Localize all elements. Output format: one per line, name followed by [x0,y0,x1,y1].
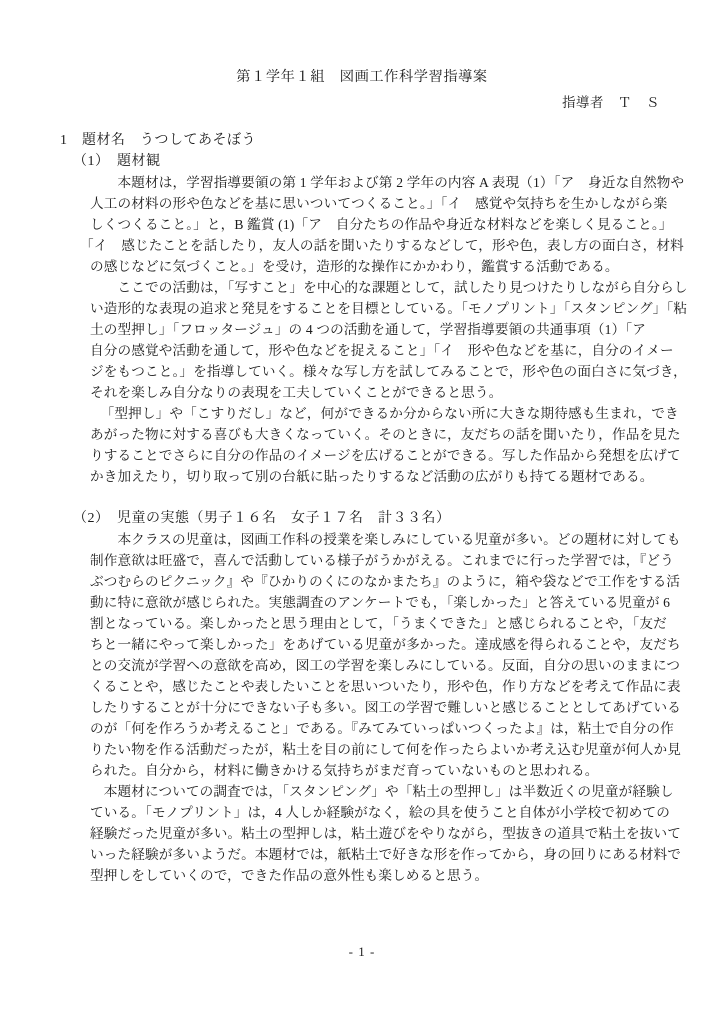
text-line: の感じなどに気づくこと。」を受け，造形的な操作にかかわり，鑑賞する活動である。 [90,259,619,274]
text-line: 土の型押し」「フロッタージュ」の 4 つの活動を通して，学習指導要領の共通事項（1）「ア [90,322,647,337]
text-line: 型押しをしていくので，できた作品の意外性も楽しめると思う。 [90,868,489,883]
text-line: ジをもつこと。」を指導していく。様々な写し方を試してみることで，形や色の面白さに気づき， [90,364,687,379]
text-line: ている。「モノプリント」は，4 人しか経験がなく，絵の具を使うこと自体が小学校で初めての [90,805,670,820]
text-line: かき加えたり，切り取って別の台紙に貼ったりするなど活動の広がりも持てる題材である。 [90,469,654,484]
text-line: 本題材についての調査では，「スタンピング」や「粘土の型押し」は半数近くの児童が経験し [90,784,674,799]
text-line: 動に特に意欲が感じられた。実態調査のアンケートでも，「楽しかった」と答えている児童が 6 [90,595,671,610]
text-line: との交流が学習への意欲を高め，図工の学習を楽しみにしている。反面，自分の思いのままにつ [90,658,681,673]
paragraph-2-1 [0,529,724,781]
text-line: それを楽しみ自分なりの表現を工夫していくことができると思う。 [90,385,503,400]
document-body [0,130,724,886]
text-line: 経験だった児童が多い。粘土の型押しは，粘土遊びをやりながら，型抜きの道具で粘土を抜いて [90,826,681,841]
text-line: 「イ 感じたことを話したり，友人の話を聞いたりするなどして，形や色，表し方の面白さ，材料 [80,238,684,253]
subsection-heading-1-1: （1） 題材観 [73,154,161,169]
text-line: 本クラスの児童は，図画工作科の授業を楽しみにしている児童が多い。どの題材に対しても [90,532,681,547]
text-line: くることや，感じたことや表したいことを思いついたり，形や色，作り方などを考えて作品に表 [90,679,681,694]
text-line: 割となっている。楽しかったと思う理由として，「うまくできた」と感じられることや，「友だ [90,616,667,631]
text-line: あがった物に対する喜びも大きくなっていく。そのときに，友だちの話を聞いたり，作品を見た [90,427,681,442]
text-line: ちと一緒にやって楽しかった」をあげている児童が多かった。達成感を得られることや，友だち [90,637,681,652]
text-line: 「型押し」や「こすりだし」など，何ができるか分からない所に大きな期待感も生まれ，でき [80,406,679,421]
section-spacer [0,487,724,508]
paragraph-1-2 [0,277,724,403]
paragraph-2-2 [0,781,724,886]
section-heading-1: 1 題材名 うつしてあそぼう [60,133,256,148]
text-line: しくつくること。」と，B 鑑賞 (1)「ア 自分たちの作品や身近な材料などを楽しく見ること。」 [90,217,673,232]
text-line: ここでの活動は，「写すこと」を中心的な課題として，試したり見つけたりしながら自分らし [90,280,688,295]
text-line: のが「何を作ろうか考えること」である。『みてみていっぱいつくったよ』は，粘土で自分の作 [90,721,674,736]
text-line: い造形的な表現の追求と発見をすることを目標としている。「モノプリント」「スタンピング」「粘 [90,301,688,316]
text-line: りたい物を作る活動だったが，粘土を目の前にして何を作ったらよいか考え込む児童が何人か見 [90,742,681,757]
text-line: 制作意欲は旺盛で，喜んで活動している様子がうかがえる。これまでに行った学習では，『どう [90,553,674,568]
paragraph-1-3 [0,403,724,487]
text-line: 本題材は，学習指導要領の第 1 学年および第 2 学年の内容 A 表現（1）「ア 身近な自然物や [90,175,685,190]
text-line: ぶつむらのピクニック』や『ひかりのくにのなかまたち』のように，箱や袋などで工作をする活 [90,574,681,589]
instructor-line: 指導者 Ｔ Ｓ [562,95,660,110]
text-line: りすることでさらに自分の作品のイメージを広げることができる。写した作品から発想を広げて [90,448,681,463]
text-line: したりすることが十分にできない子も多い。図工の学習で難しいと感じることとしてあげている [90,700,681,715]
page-title: 第１学年１組 図画工作科学習指導案 [236,69,488,85]
text-line: 自分の感覚や活動を通して，形や色などを捉えること」「イ 形や色などを基に，自分のイメー [90,343,674,358]
text-line: いった経験が多いようだ。本題材では，紙粘土で好きな形を作ってから，身の回りにある材料で [90,847,681,862]
subsection-heading-1-2: （2） 児童の実態（男子１６名 女子１７名 計３３名） [73,511,451,526]
text-line: られた。自分から，材料に働きかける気持ちがまだ育っていないものと思われる。 [90,763,599,778]
paragraph-1-1 [0,172,724,277]
text-line: 人工の材料の形や色などを基に思いついてつくること。」「イ 感覚や気持ちを生かしながら楽 [90,196,668,211]
page-number: - 1 - [348,944,376,959]
